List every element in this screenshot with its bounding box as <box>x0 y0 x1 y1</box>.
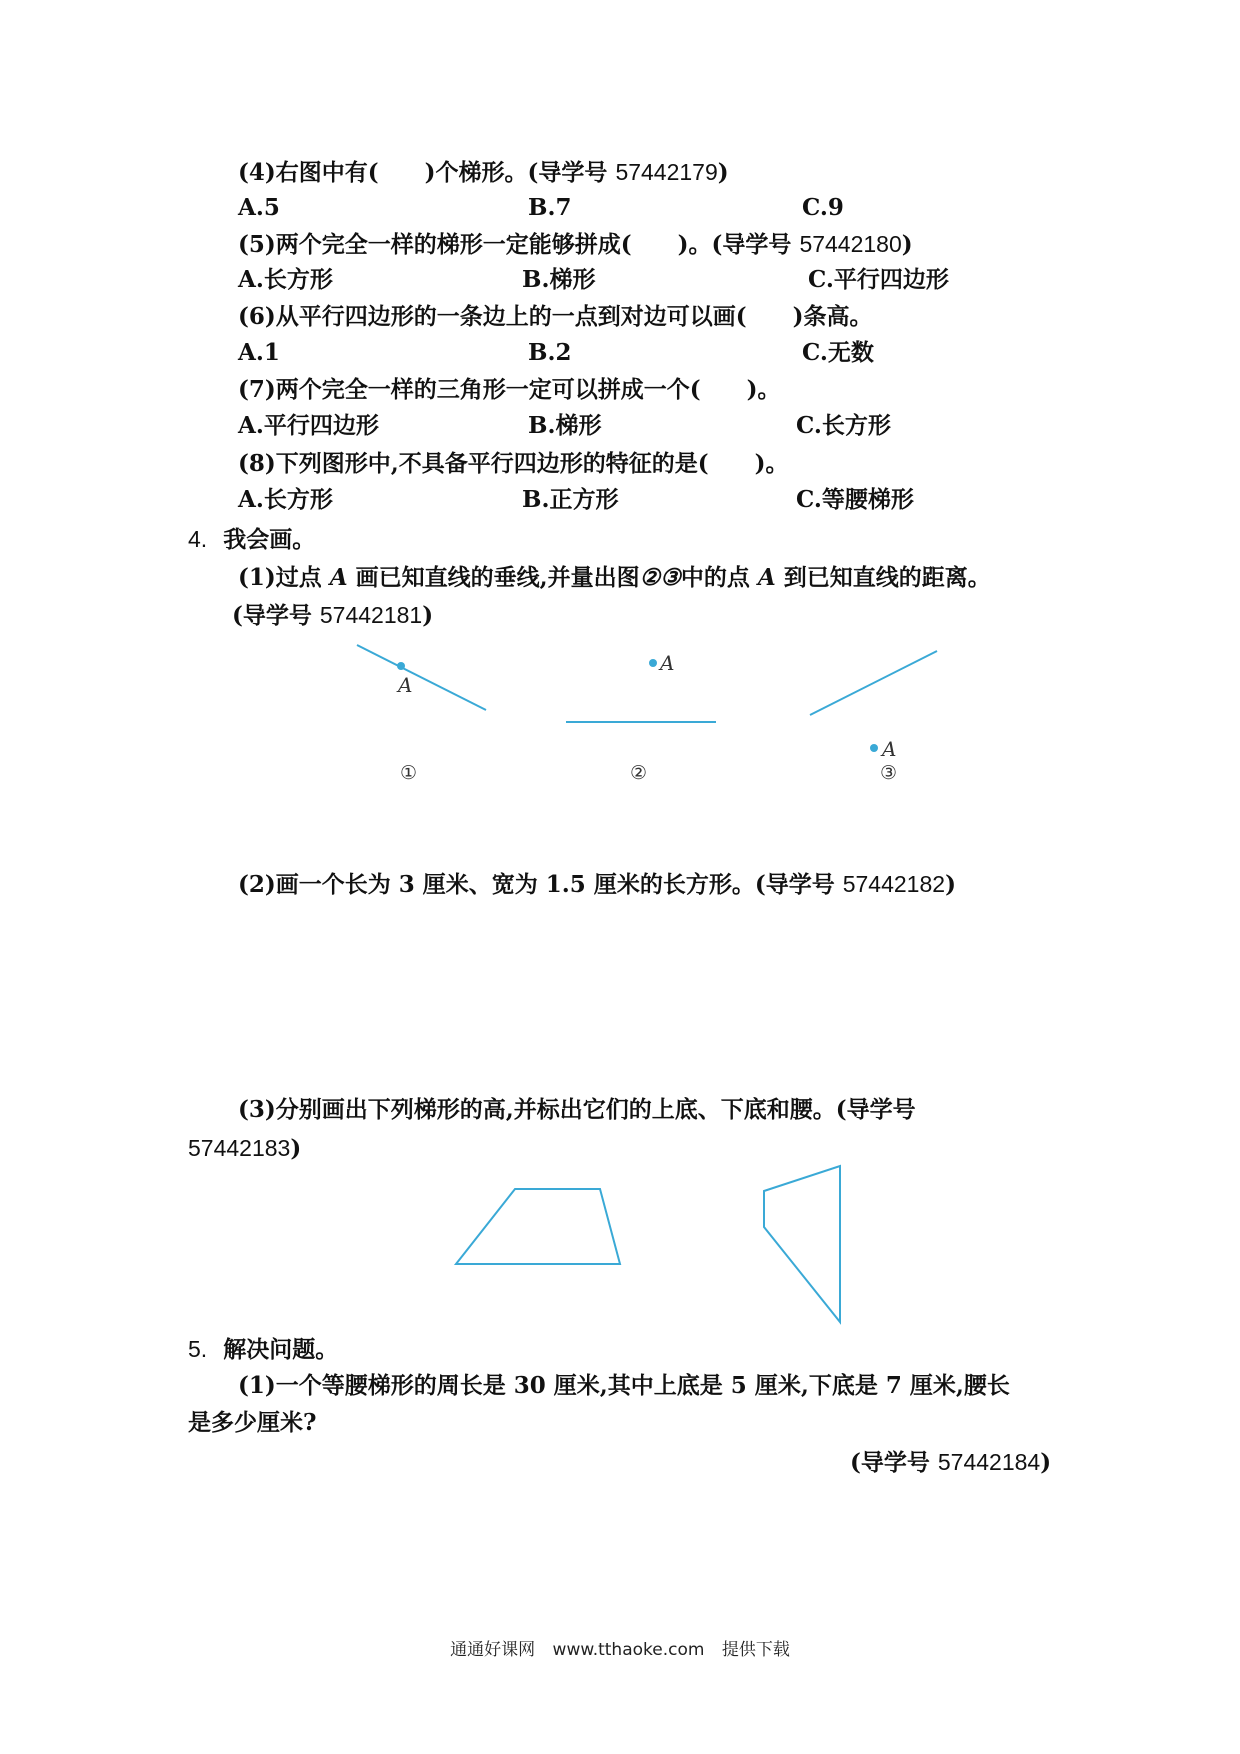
q3-part5-option-a: A.长方形 <box>238 266 333 293</box>
figure2-point-label: A <box>660 651 675 675</box>
q3-part8-text: (8)下列图形中,不具备平行四边形的特征的是( )。 <box>238 450 789 477</box>
q3-part6-option-b: B.2 <box>528 339 572 366</box>
q3-part7-text: (7)两个完全一样的三角形一定可以拼成一个( )。 <box>238 376 781 403</box>
q3-part4-option-c: C.9 <box>802 194 844 221</box>
q3-part8-option-c: C.等腰梯形 <box>796 486 914 513</box>
figure3-point <box>870 744 878 752</box>
figure1-label: ① <box>400 762 418 784</box>
q4-part2-text: (2)画一个长为 3 厘米、宽为 1.5 厘米的长方形。(导学号 57442182) <box>238 871 956 898</box>
q4-part3-reference: 57442183) <box>188 1135 302 1162</box>
figure1-point <box>397 662 405 670</box>
q3-part7-option-b: B.梯形 <box>528 412 602 439</box>
figure1-point-label: A <box>398 673 413 697</box>
q3-part8-option-b: B.正方形 <box>522 486 619 513</box>
footer-site: 通通好课网 <box>450 1640 536 1660</box>
q3-part4-option-a: A.5 <box>238 194 280 221</box>
q3-part5-option-c: C.平行四边形 <box>808 266 949 293</box>
q3-part8-option-a: A.长方形 <box>238 486 333 513</box>
figure2-point <box>649 659 657 667</box>
q3-part6-option-a: A.1 <box>238 339 280 366</box>
footer-url[interactable]: www.tthaoke.com <box>552 1640 705 1660</box>
q4-heading: 4. 我会画。 <box>188 526 316 553</box>
figure2-label: ② <box>630 762 648 784</box>
q3-part6-option-c: C.无数 <box>802 339 874 366</box>
page-footer <box>0 1635 1240 1660</box>
figure1-line <box>357 645 486 710</box>
figure3-line <box>810 651 937 715</box>
trapezoid-2 <box>764 1166 840 1322</box>
trapezoid-1 <box>456 1189 620 1264</box>
q5-part1-reference: (导学号 57442184) <box>850 1449 1052 1476</box>
q5-heading: 5. 解决问题。 <box>188 1336 339 1363</box>
q3-part7-option-c: C.长方形 <box>796 412 891 439</box>
q5-part1-line1: (1)一个等腰梯形的周长是 30 厘米,其中上底是 5 厘米,下底是 7 厘米,腰长 <box>238 1372 1010 1399</box>
q3-part5-text: (5)两个完全一样的梯形一定能够拼成( )。(导学号 57442180) <box>238 231 913 258</box>
q4-part1-text: (1)过点 A 画已知直线的垂线,并量出图②③中的点 A 到已知直线的距离。 <box>238 564 991 591</box>
q5-part1-line2: 是多少厘米? <box>188 1409 317 1436</box>
q3-part4-option-b: B.7 <box>528 194 572 221</box>
q3-part7-option-a: A.平行四边形 <box>238 412 379 439</box>
footer-note: 提供下载 <box>721 1640 790 1660</box>
q3-part6-text: (6)从平行四边形的一条边上的一点到对边可以画( )条高。 <box>238 303 873 330</box>
q3-part5-option-b: B.梯形 <box>522 266 596 293</box>
q4-part3-text: (3)分别画出下列梯形的高,并标出它们的上底、下底和腰。(导学号 <box>238 1096 916 1123</box>
figure3-label: ③ <box>880 762 898 784</box>
figure3-point-label: A <box>882 737 897 761</box>
q3-part4-text: (4)右图中有( )个梯形。(导学号 57442179) <box>238 159 729 186</box>
q4-part1-reference: (导学号 57442181) <box>232 602 434 629</box>
